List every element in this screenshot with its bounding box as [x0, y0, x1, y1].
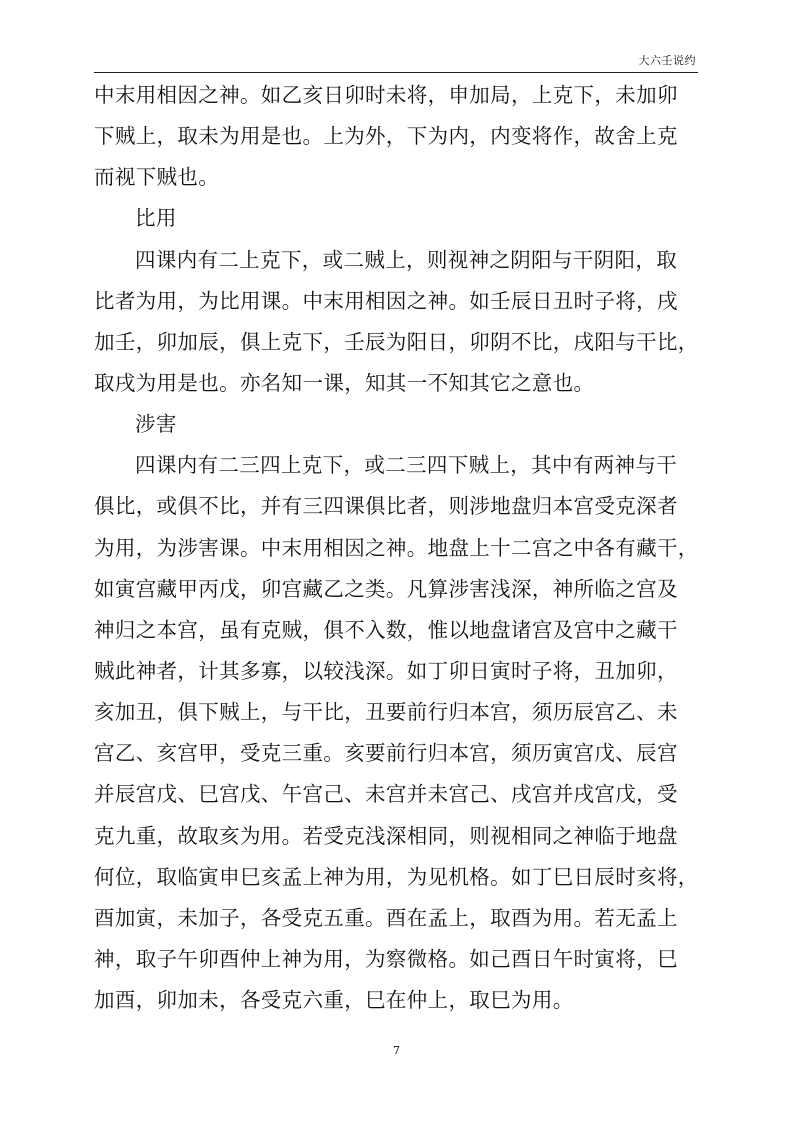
- section-heading-biyong: 比用: [135, 206, 177, 231]
- text-line: 何位，取临寅申巳亥孟上神为用，为见机格。如丁巳日辰时亥将，: [94, 864, 699, 889]
- section-heading-shehai: 涉害: [135, 412, 177, 437]
- text-line: 而视下贼也。: [94, 165, 220, 190]
- page-number: 7: [393, 1044, 400, 1057]
- text-line: 比者为用，为比用课。中末用相因之神。如壬辰日丑时子将，戌: [94, 288, 678, 313]
- running-title: 大六壬说约: [638, 54, 696, 67]
- text-line: 取戌为用是也。亦名知一课，知其一不知其它之意也。: [94, 370, 595, 395]
- text-line: 下贼上，取未为用是也。上为外，下为内，内变将作，故舍上克: [94, 124, 678, 149]
- text-line: 神，取子午卯酉仲上神为用，为察微格。如己酉日午时寅将，巳: [94, 946, 678, 971]
- text-line: 克九重，故取亥为用。若受克浅深相同，则视相同之神临于地盘: [94, 823, 678, 848]
- paragraph-start: 四课内有二上克下，或二贼上，则视神之阴阳与干阴阳，取: [135, 247, 678, 272]
- text-line: 加酉，卯加未，各受克六重，巳在仲上，取巳为用。: [94, 988, 574, 1013]
- text-line: 俱比，或俱不比，并有三四课俱比者，则涉地盘归本宫受克深者: [94, 494, 678, 519]
- text-line: 神归之本宫，虽有克贼，俱不入数，惟以地盘诸宫及宫中之藏干: [94, 617, 678, 642]
- text-line: 如寅宫藏甲丙戊，卯宫藏乙之类。凡算涉害浅深，神所临之宫及: [94, 576, 678, 601]
- text-line: 中末用相因之神。如乙亥日卯时未将，申加局，上克下，未加卯: [94, 83, 678, 107]
- text-line: 宫乙、亥宫甲，受克三重。亥要前行归本宫，须历寅宫戊、辰宫: [94, 741, 678, 766]
- text-line: 亥加丑，俱下贼上，与干比，丑要前行归本宫，须历辰宫乙、未: [94, 700, 678, 725]
- text-line: 并辰宫戊、巳宫戊、午宫己、未宫并未宫己、戌宫并戌宫戊，受: [94, 782, 678, 807]
- running-header: [94, 52, 698, 73]
- text-line: 加壬，卯加辰，俱上克下，壬辰为阳日，卯阴不比，戌阳与干比，: [94, 329, 699, 354]
- text-line: 为用，为涉害课。中末用相因之神。地盘上十二宫之中各有藏干，: [94, 535, 699, 560]
- document-body: [94, 75, 704, 1021]
- text-line: 酉加寅，未加子，各受克五重。酉在孟上，取酉为用。若无孟上: [94, 905, 678, 930]
- paragraph-start: 四课内有二三四上克下，或二三四下贼上，其中有两神与干: [135, 453, 678, 478]
- text-line: 贼此神者，计其多寡，以较浅深。如丁卯日寅时子将，丑加卯，: [94, 658, 678, 683]
